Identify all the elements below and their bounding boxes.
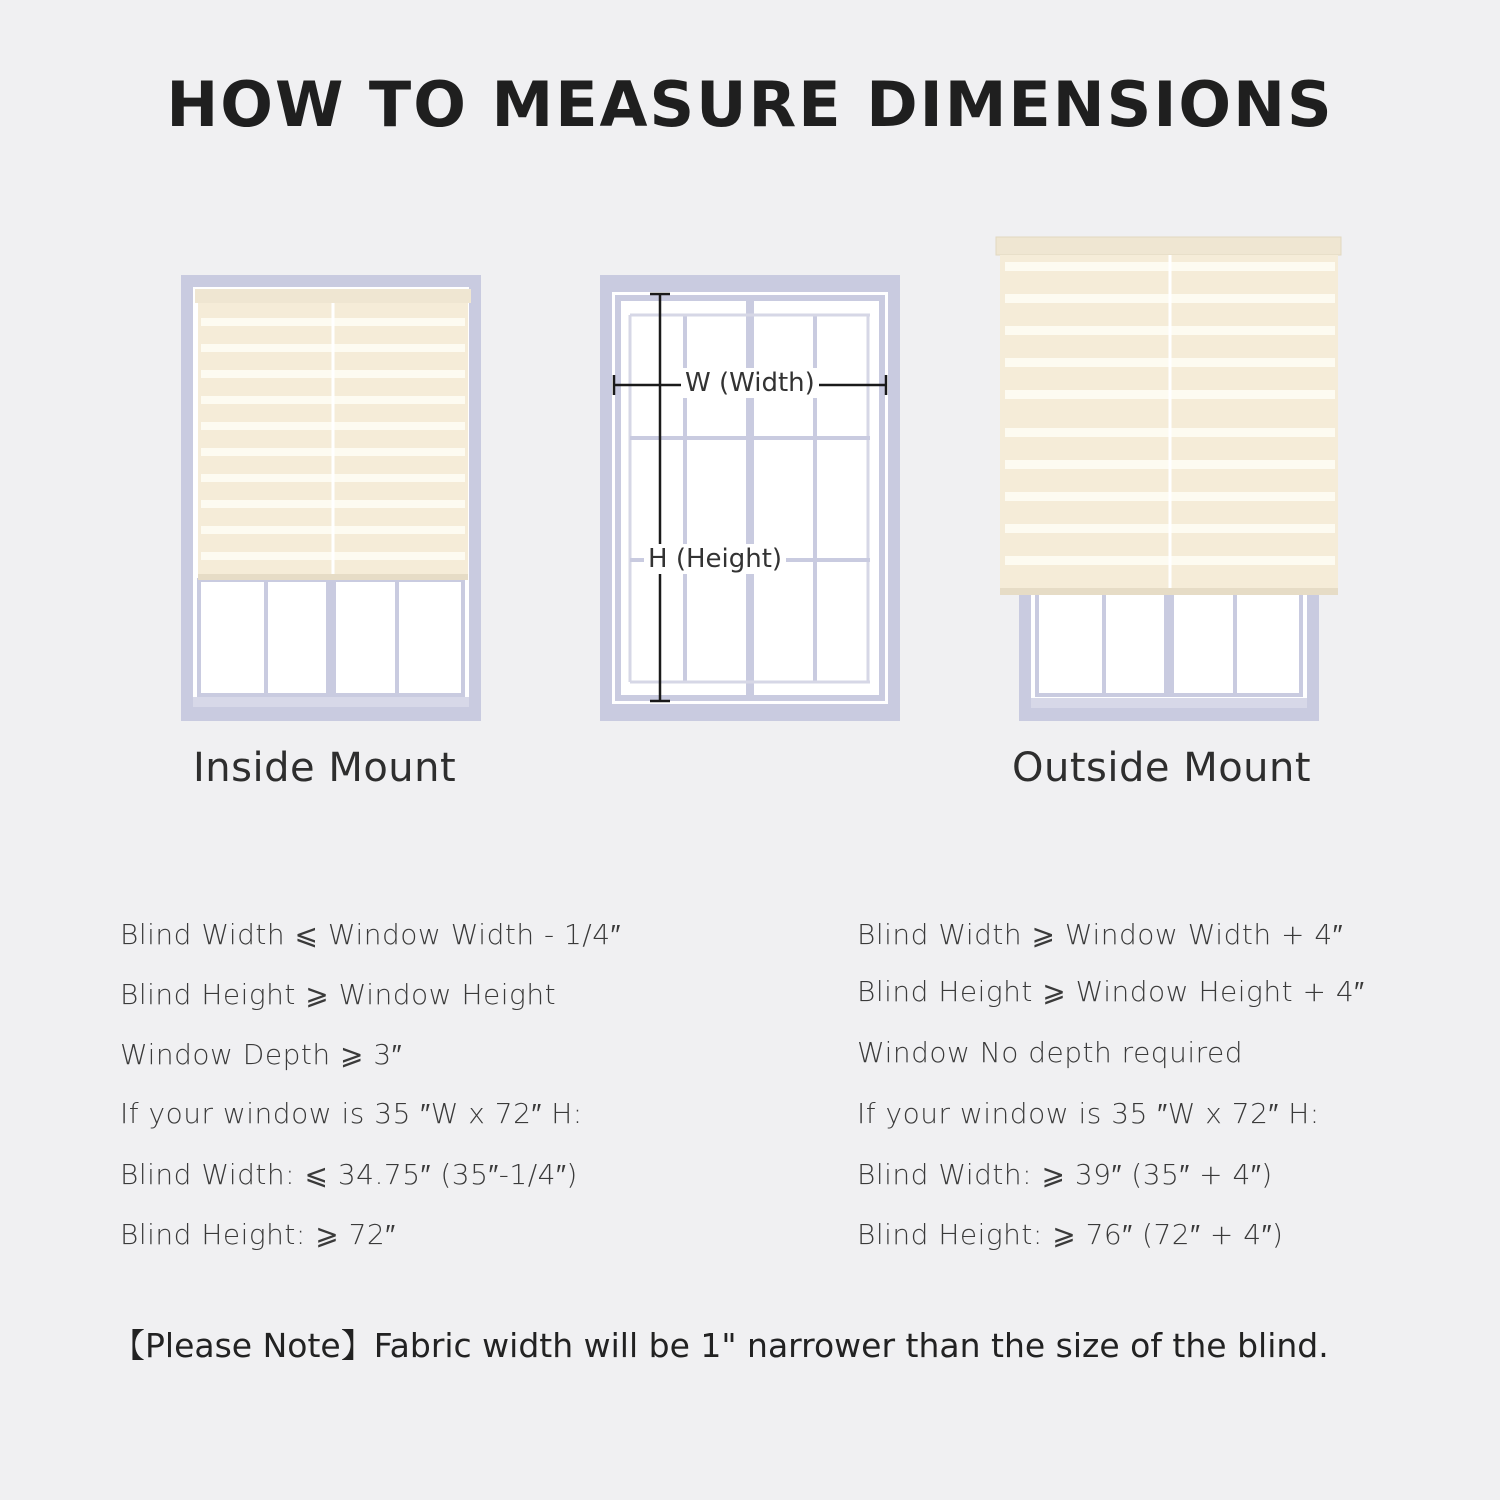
- measure-window: [600, 275, 900, 721]
- inside-rule-item: Blind Height: ⩾ 72″: [120, 1218, 396, 1251]
- inside-rule-item: Blind Width ⩽ Window Width - 1/4″: [120, 918, 621, 951]
- please-note: 【Please Note】Fabric width will be 1" narrower than the size of the blind.: [112, 1326, 1329, 1365]
- width-label: W (Width): [681, 368, 819, 398]
- page-title: HOW TO MEASURE DIMENSIONS: [166, 68, 1334, 141]
- inside-rule-item: If your window is 35 ″W x 72″ H:: [120, 1097, 583, 1130]
- outside-mount-blind: [996, 237, 1341, 595]
- outside-mount-label: Outside Mount: [1012, 745, 1312, 791]
- inside-rule-item: Blind Height ⩾ Window Height: [120, 978, 557, 1011]
- outside-rule-item: Blind Height ⩾ Window Height + 4″: [857, 975, 1365, 1008]
- inside-rule-item: Window Depth ⩾ 3″: [120, 1038, 403, 1071]
- height-label: H (Height): [644, 544, 786, 574]
- outside-rule-item: Blind Width ⩾ Window Width + 4″: [857, 918, 1344, 951]
- inside-rule-item: Blind Width: ⩽ 34.75″ (35″-1/4″): [120, 1158, 578, 1191]
- outside-rule-item: Window No depth required: [857, 1036, 1243, 1069]
- inside-mount-blind: [195, 289, 471, 580]
- inside-mount-label: Inside Mount: [193, 745, 457, 791]
- outside-rule-item: Blind Height: ⩾ 76″ (72″ + 4″): [857, 1218, 1284, 1251]
- outside-rule-item: Blind Width: ⩾ 39″ (35″ + 4″): [857, 1158, 1273, 1191]
- outside-rule-item: If your window is 35 ″W x 72″ H:: [857, 1097, 1320, 1130]
